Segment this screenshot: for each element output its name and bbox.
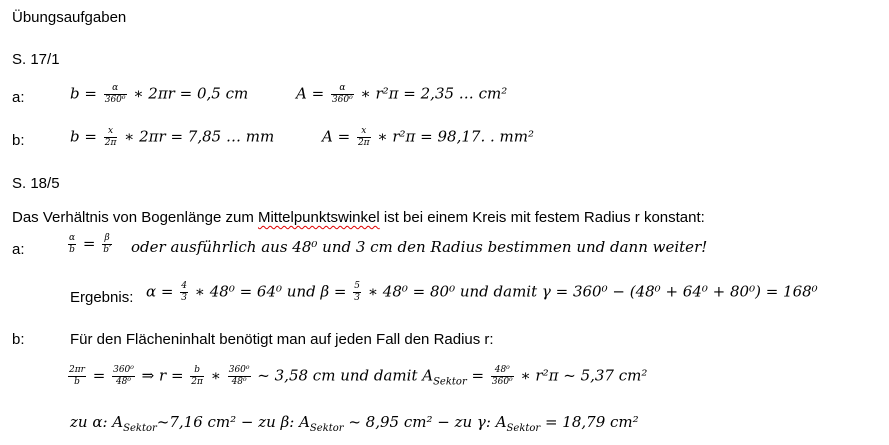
- fraction-denominator: 360⁰: [104, 95, 126, 105]
- formula-lhs: A =: [296, 84, 325, 103]
- fraction: [68, 233, 76, 256]
- fraction-numerator: 360⁰: [113, 365, 134, 375]
- fraction: [190, 365, 204, 388]
- fraction: [104, 83, 127, 106]
- fraction: [331, 83, 354, 106]
- fraction: [112, 365, 135, 388]
- fraction-denominator: 360⁰: [491, 377, 513, 387]
- fraction: [102, 233, 112, 256]
- result-formula: [146, 281, 818, 304]
- formula-arc-length-b: [70, 126, 274, 149]
- fraction-denominator: b′: [103, 245, 112, 255]
- fraction-denominator: 3: [354, 293, 361, 303]
- equals-sign: =: [82, 234, 96, 253]
- formula-part: ∗ 48⁰ = 64⁰ und β =: [194, 282, 347, 301]
- fraction-numerator: β: [102, 233, 112, 245]
- formula-part: ~ 8,95 cm² − zu γ: A: [343, 413, 507, 431]
- fraction-denominator: b: [74, 377, 80, 387]
- formula-rest: ∗ 2πr = 0,5 cm: [133, 84, 249, 103]
- fraction-numerator: 2πr: [69, 365, 85, 375]
- statement-text: ist bei einem Kreis mit festem Radius r konstant:: [379, 209, 705, 226]
- fraction-numerator: α: [69, 233, 76, 243]
- fraction-numerator: 48⁰: [491, 365, 514, 377]
- page-title: Übungsaufgaben: [12, 9, 127, 26]
- formula-part: zu α: A: [70, 413, 124, 431]
- subscript-sektor: Sektor: [433, 376, 467, 388]
- fraction-denominator: 2π: [357, 138, 370, 148]
- fraction-denominator: 2π: [104, 138, 117, 148]
- fraction-denominator: 48⁰: [231, 377, 247, 387]
- fraction-numerator: x: [357, 126, 371, 138]
- fraction: [68, 365, 86, 388]
- ratio-formula: [66, 233, 114, 256]
- fraction-numerator: 5: [354, 281, 361, 291]
- formula-lhs: b =: [70, 84, 97, 103]
- problem-statement: [12, 210, 705, 225]
- formula-part: ∗ 48⁰ = 80⁰ und damit γ = 360⁰ − (48⁰ + 64⁰ + 80⁰) = 168⁰: [367, 282, 818, 301]
- fraction: [491, 365, 514, 388]
- formula-area-b: [322, 126, 534, 149]
- subscript-sektor: Sektor: [123, 423, 157, 434]
- fraction-numerator: α: [331, 83, 354, 95]
- formula-part: α =: [146, 282, 174, 301]
- formula-part: = 18,79 cm²: [540, 413, 639, 431]
- sector-areas: [70, 413, 639, 434]
- statement-text: Das Verhältnis von Bogenlänge zum: [12, 209, 258, 226]
- subscript-sektor: Sektor: [506, 423, 541, 434]
- multiply-sign: ∗: [210, 366, 221, 385]
- formula-arc-length-a: [70, 83, 248, 106]
- formula-rest: ∗ r²π = 2,35 … cm²: [360, 84, 508, 103]
- formula-part: ~ 3,58 cm und damit A: [257, 366, 434, 385]
- fraction-denominator: 3: [181, 293, 187, 303]
- fraction-denominator: b: [69, 245, 75, 255]
- fraction-numerator: x: [104, 126, 118, 138]
- equals-sign: =: [92, 366, 106, 385]
- formula-part: ~7,16 cm² − zu β: A: [156, 413, 310, 431]
- fraction: [104, 126, 118, 149]
- formula-rest: ∗ 2πr = 7,85 … mm: [124, 127, 275, 146]
- part-b-label-2: b:: [12, 331, 25, 348]
- fraction: [357, 126, 371, 149]
- formula-part: ∗ r²π ~ 5,37 cm²: [520, 366, 648, 385]
- fraction-numerator: 4: [181, 281, 187, 291]
- formula-lhs: b =: [70, 127, 97, 146]
- formula-area-a: [296, 83, 507, 106]
- fraction-numerator: b: [190, 365, 204, 377]
- formula-rest: ∗ r²π = 98,17. . mm²: [377, 127, 534, 146]
- fraction: [353, 281, 361, 304]
- part-a-label: a:: [12, 89, 25, 106]
- spellcheck-word: Mittelpunktswinkel: [257, 209, 380, 226]
- fraction-denominator: 2π: [191, 377, 203, 387]
- implies-radius: ⇒ r =: [141, 366, 184, 385]
- result-label: Ergebnis:: [70, 289, 134, 306]
- fraction-numerator: 360⁰: [228, 365, 250, 375]
- formula-lhs: A =: [322, 127, 351, 146]
- hint-note: oder ausführlich aus 48⁰ und 3 cm den Radius bestimmen und dann weiter!: [131, 238, 708, 256]
- part-a-label-2: a:: [12, 241, 25, 258]
- section-heading-17-1: S. 17/1: [12, 51, 60, 68]
- fraction-denominator: 360⁰: [331, 95, 353, 105]
- equals-sign: =: [471, 366, 485, 385]
- fraction-numerator: α: [104, 83, 127, 95]
- section-heading-18-5: S. 18/5: [12, 175, 60, 192]
- fraction: [228, 365, 251, 388]
- part-b-label: b:: [12, 132, 25, 149]
- radius-formula: [66, 365, 647, 388]
- part-b-intro: Für den Flächeninhalt benötigt man auf jeden Fall den Radius r:: [70, 331, 494, 348]
- fraction: [180, 281, 188, 304]
- fraction-denominator: 48⁰: [115, 377, 132, 387]
- subscript-sektor: Sektor: [309, 423, 344, 434]
